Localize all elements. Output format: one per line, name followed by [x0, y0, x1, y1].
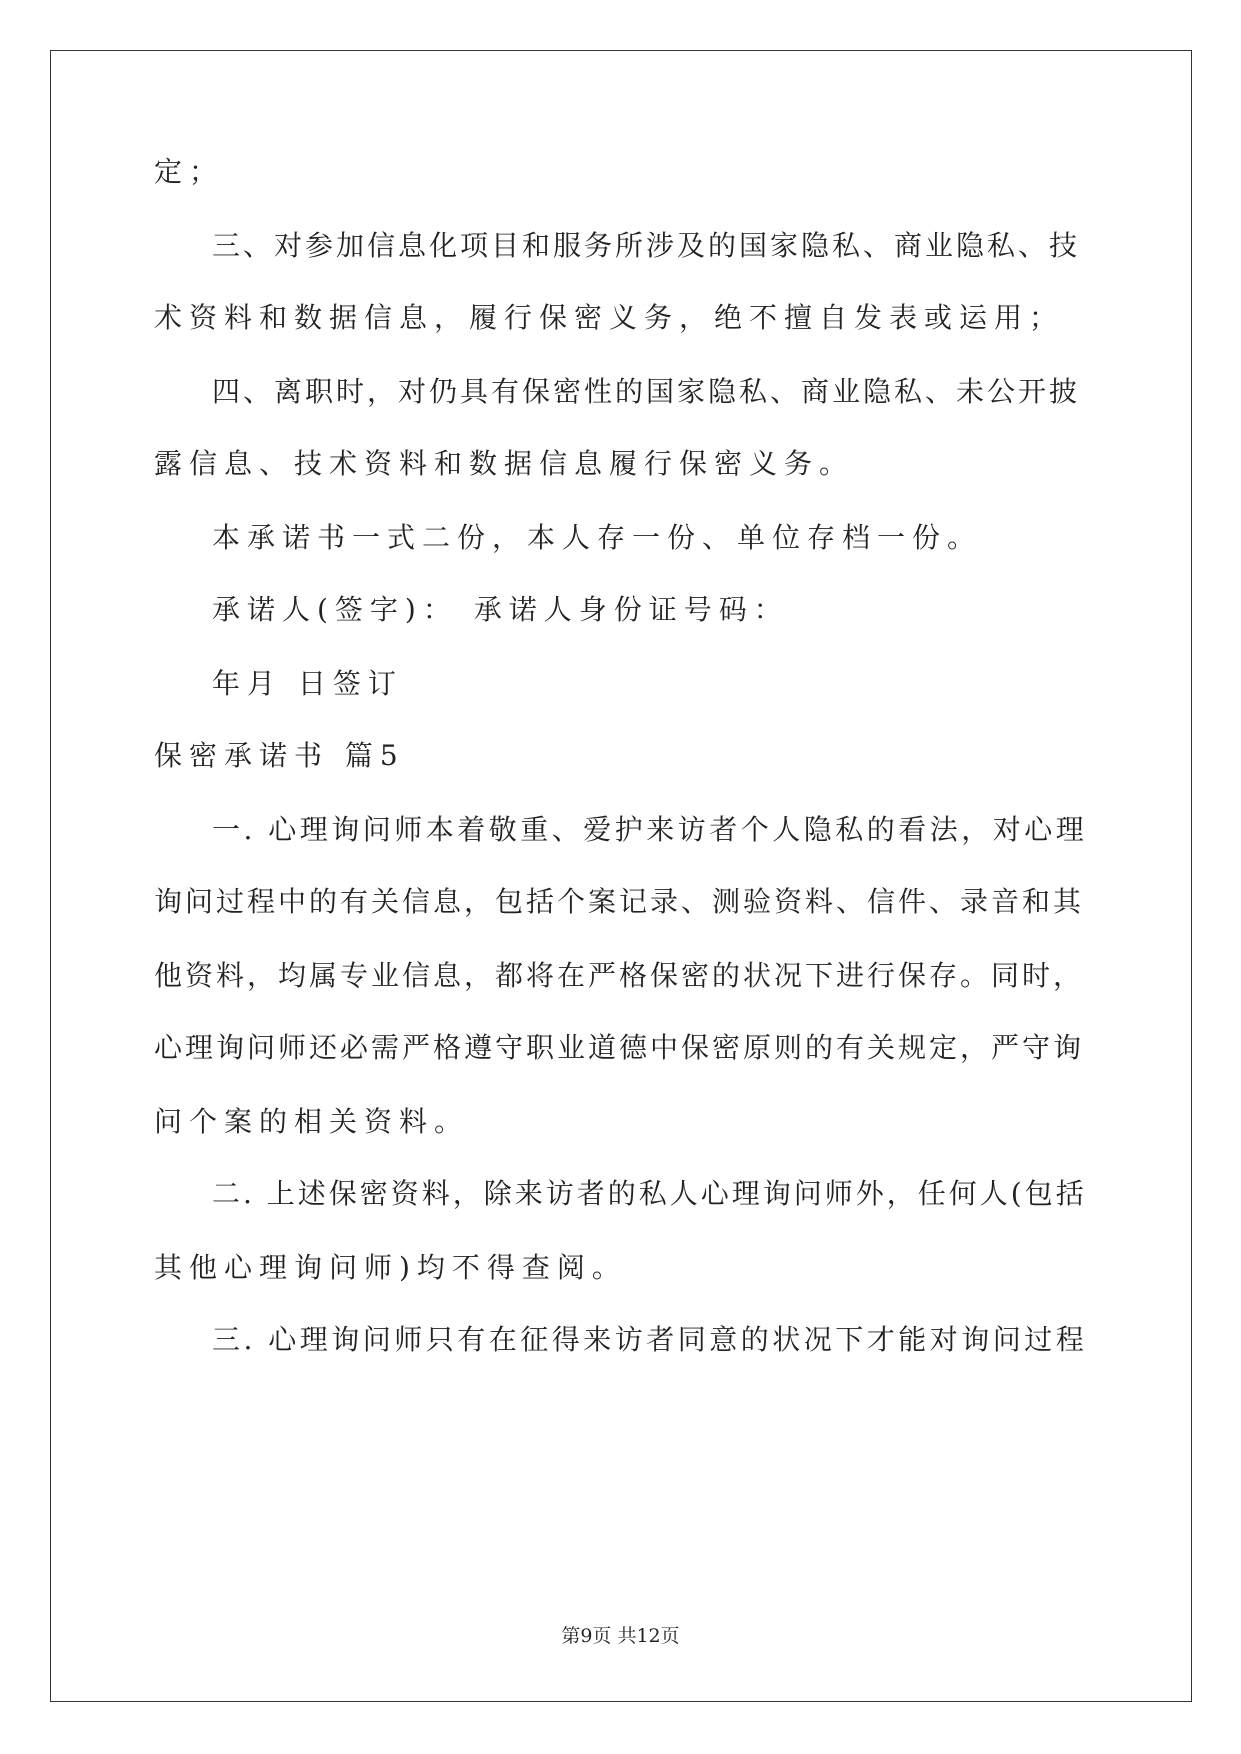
page-number: 第9页 共12页 [561, 1625, 680, 1647]
text-line: 他资料，均属专业信息，都将在严格保密的状况下进行保存。同时， [154, 959, 1085, 992]
text-line: 三. 心理询问师只有在征得来访者同意的状况下才能对询问过程 [212, 1323, 1088, 1356]
text-line: 一. 心理询问师本着敬重、爱护来访者个人隐私的看法，对心理 [212, 813, 1088, 846]
text-line: 承诺人(签字)： 承诺人身份证号码： [212, 593, 789, 626]
text-line: 心理询问师还必需严格遵守职业道德中保密原则的有关规定，严守询 [154, 1031, 1085, 1064]
text-line: 年月 日签订 [212, 667, 403, 700]
text-line: 二. 上述保密资料，除来访者的私人心理询问师外，任何人(包括 [212, 1177, 1087, 1210]
text-line: 定； [154, 155, 225, 188]
text-line: 三、对参加信息化项目和服务所涉及的国家隐私、商业隐私、技 [212, 229, 1081, 262]
text-line: 询问过程中的有关信息，包括个案记录、测验资料、信件、录音和其 [154, 885, 1085, 918]
text-line: 本承诺书一式二份，本人存一份、单位存档一份。 [212, 521, 983, 554]
text-line: 露信息、技术资料和数据信息履行保密义务。 [154, 447, 855, 480]
text-line: 其他心理询问师)均不得查阅。 [154, 1251, 627, 1284]
section-heading: 保密承诺书 篇5 [154, 739, 405, 772]
text-line: 术资料和数据信息，履行保密义务，绝不擅自发表或运用； [154, 301, 1065, 334]
text-line: 四、离职时，对仍具有保密性的国家隐私、商业隐私、未公开披 [212, 375, 1081, 408]
text-line: 问个案的相关资料。 [154, 1105, 470, 1138]
